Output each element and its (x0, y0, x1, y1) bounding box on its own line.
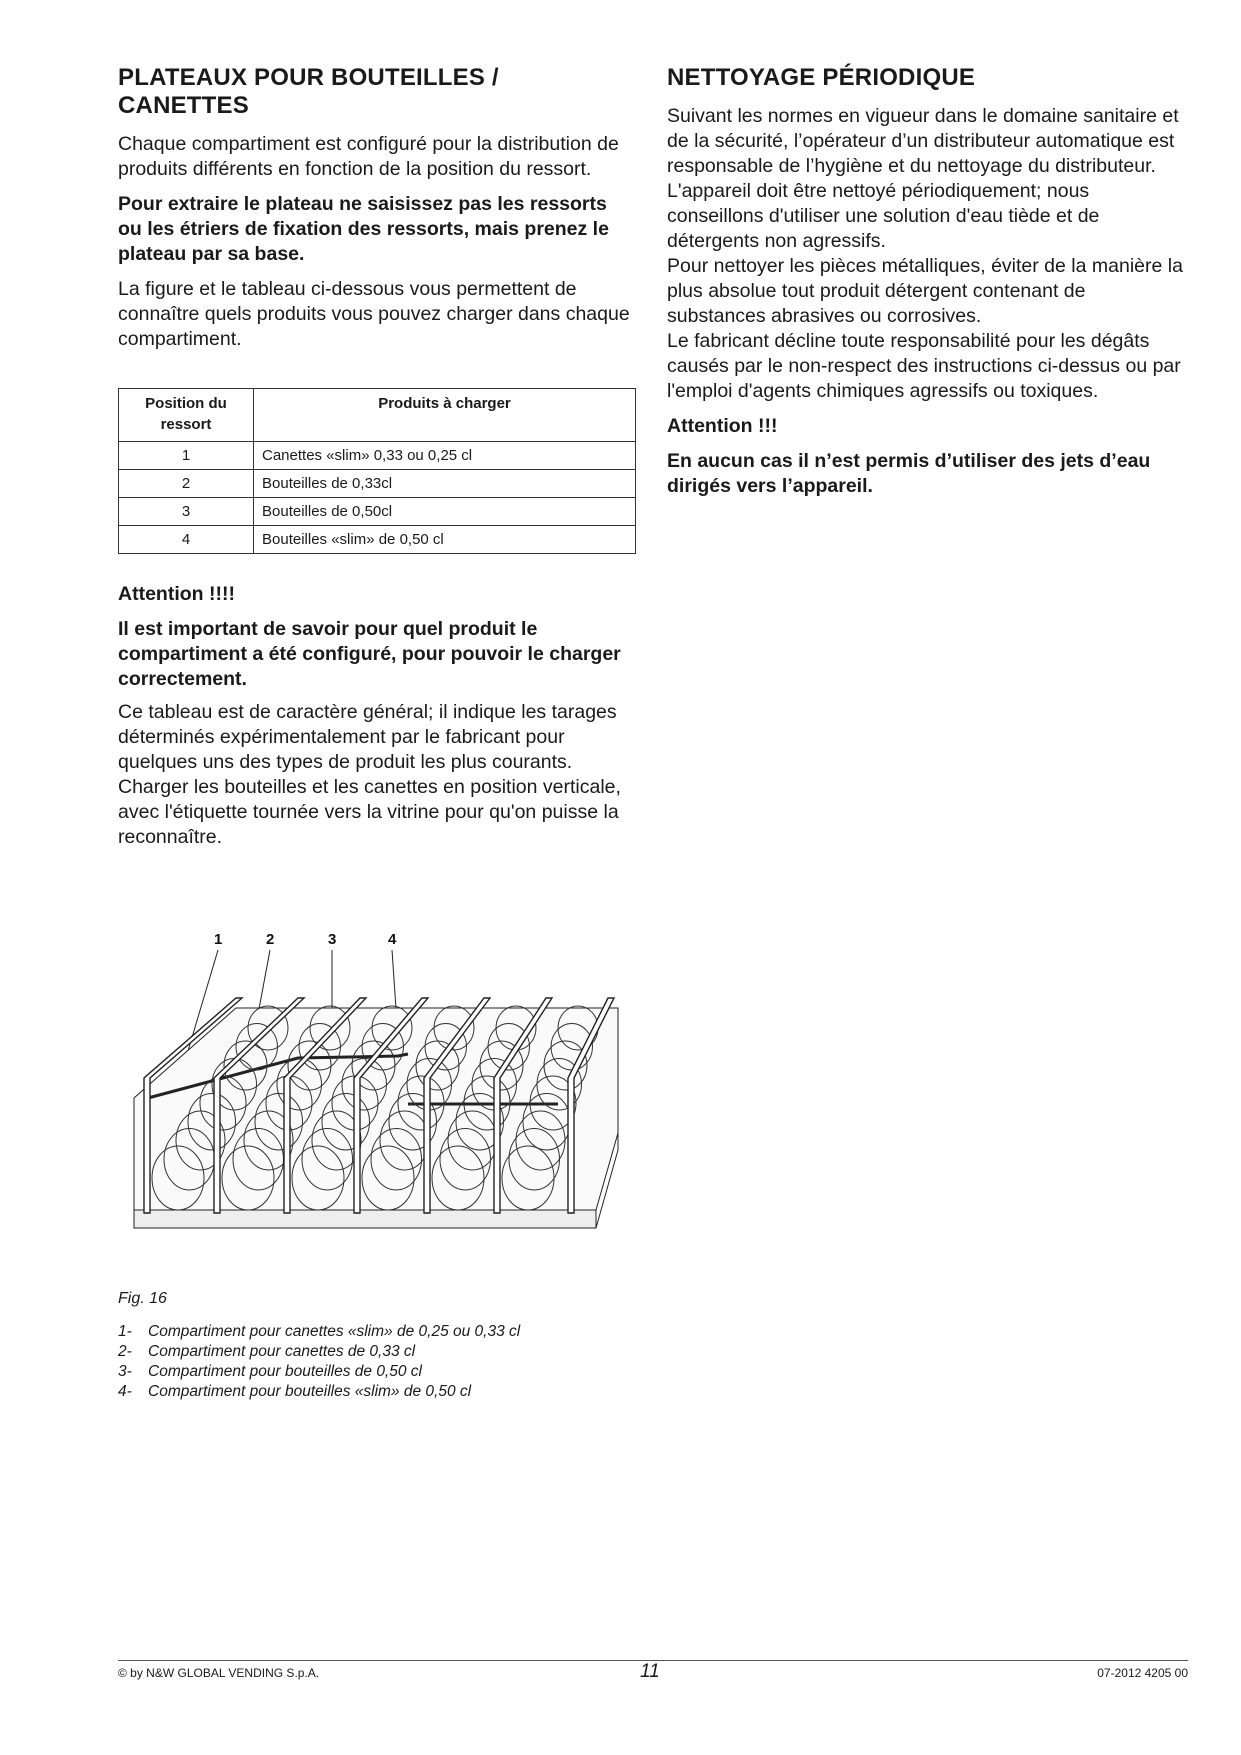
tray-illustration (118, 928, 638, 1278)
cleaning-paragraph: L'appareil doit être nettoyé périodiquement; nous conseillons d'utiliser une solution d'eau tiède et de détergents non agressifs. (667, 180, 1100, 252)
attention-title-left: Attention !!!! (118, 583, 235, 605)
table-row (119, 498, 636, 526)
products-table (118, 388, 636, 554)
intro-paragraph: Chaque compartiment est configuré pour la distribution de produits différents en fonction de la position du ressort. (118, 133, 619, 180)
tray-front-edge (134, 1210, 596, 1228)
section-title-plateaux: PLATEAUX POUR BOUTEILLES / CANETTES (118, 64, 499, 119)
header-products: Produits à charger (254, 389, 636, 442)
cell-position: 3 (119, 498, 254, 526)
legend-item (118, 1342, 520, 1362)
table-header-row (119, 389, 636, 442)
liability-paragraph: Le fabricant décline toute responsabilité pour les dégâts causés par le non-respect des instructions ci-dessus ou par l'emploi d'agents chimiques agressifs ou toxiques. (667, 330, 1181, 402)
table-row (119, 526, 636, 554)
cell-position: 2 (119, 470, 254, 498)
figure-legend (118, 1322, 520, 1402)
legend-item (118, 1362, 520, 1382)
cell-product: Canettes «slim» 0,33 ou 0,25 cl (254, 442, 636, 470)
cell-product: Bouteilles «slim» de 0,50 cl (254, 526, 636, 554)
cell-product: Bouteilles de 0,33cl (254, 470, 636, 498)
figure-table-intro: La figure et le tableau ci-dessous vous permettent de connaître quels produits vous pouvez charger dans chaque compartiment. (118, 278, 630, 350)
attention-title-right: Attention !!! (667, 415, 778, 437)
legend-item (118, 1382, 520, 1402)
general-table-paragraph: Ce tableau est de caractère général; il indique les tarages déterminés expérimentalement par le fabricant pour quelques uns des types de produit les plus courants. (118, 701, 617, 773)
legend-number: 3- (118, 1363, 132, 1380)
legend-text: Compartiment pour bouteilles de 0,50 cl (148, 1363, 422, 1380)
metal-parts-paragraph: Pour nettoyer les pièces métalliques, éviter de la manière la plus absolue tout produit détergent contenant de substances abrasives ou corrosives. (667, 255, 1183, 327)
legend-text: Compartiment pour bouteilles «slim» de 0,50 cl (148, 1383, 472, 1400)
callout-2: 2 (266, 931, 275, 948)
figure-caption: Fig. 16 (118, 1290, 167, 1307)
attention-text-left: Il est important de savoir pour quel produit le compartiment a été configuré, pour pouvoir le charger correctement. (118, 618, 621, 690)
tray-figure (118, 928, 638, 1278)
section-title-nettoyage: NETTOYAGE PÉRIODIQUE (667, 64, 976, 91)
callout-3: 3 (328, 931, 337, 948)
hygiene-paragraph: Suivant les normes en vigueur dans le domaine sanitaire et de la sécurité, l’opérateur d’un distributeur automatique est responsable de l’hygiène et du nettoyage du distributeur. (667, 105, 1179, 177)
tray-outline (134, 1008, 618, 1210)
cell-product: Bouteilles de 0,50cl (254, 498, 636, 526)
attention-text-right: En aucun cas il n’est permis d’utiliser des jets d’eau dirigés vers l’appareil. (667, 450, 1151, 497)
legend-number: 1- (118, 1323, 132, 1340)
callout-4: 4 (388, 931, 397, 948)
loading-instructions: Charger les bouteilles et les canettes en position verticale, avec l'étiquette tournée vers la vitrine pour qu'on puisse la reconnaître. (118, 776, 621, 848)
cell-position: 4 (119, 526, 254, 554)
legend-number: 2- (118, 1343, 132, 1360)
right-column (667, 64, 1187, 499)
left-column (118, 64, 636, 850)
legend-item (118, 1322, 520, 1342)
legend-text: Compartiment pour canettes «slim» de 0,25 ou 0,33 cl (148, 1323, 521, 1340)
footer-copyright: © by N&W GLOBAL VENDING S.p.A. (118, 1666, 320, 1680)
legend-text: Compartiment pour canettes de 0,33 cl (148, 1343, 416, 1360)
table-row (119, 470, 636, 498)
document-code: 07-2012 4205 00 (1097, 1666, 1188, 1680)
header-position: Position du ressort (119, 389, 254, 442)
legend-number: 4- (118, 1383, 132, 1400)
callout-1: 1 (214, 931, 223, 948)
extraction-warning: Pour extraire le plateau ne saisissez pas les ressorts ou les étriers de fixation des ressorts, mais prenez le plateau par sa base. (118, 193, 609, 265)
cell-position: 1 (119, 442, 254, 470)
table-row (119, 442, 636, 470)
page-number: 11 (640, 1661, 660, 1682)
